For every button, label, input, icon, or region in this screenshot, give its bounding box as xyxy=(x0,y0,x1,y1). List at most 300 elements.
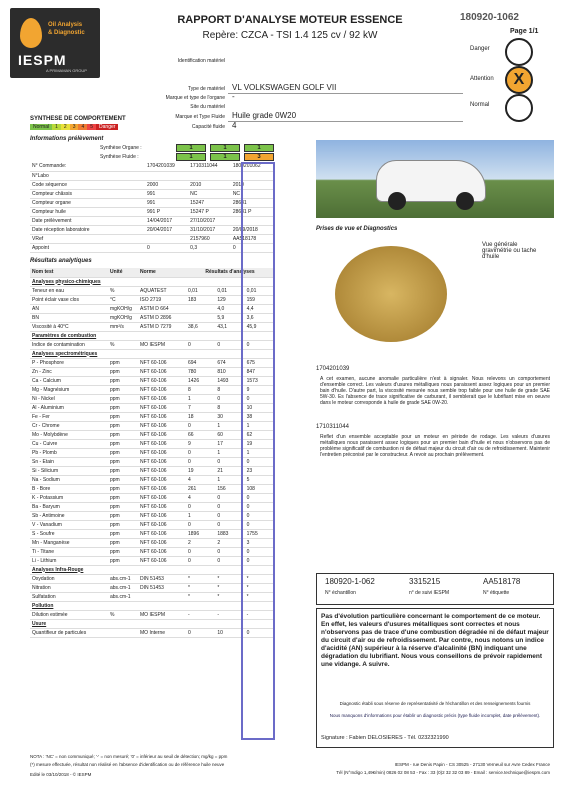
result-3: 1 xyxy=(245,421,274,430)
result-2: 0 xyxy=(215,493,244,502)
test-name: Sn - Etain xyxy=(30,457,108,466)
test-name: S - Soufre xyxy=(30,529,108,538)
result-3: 10 xyxy=(245,403,274,412)
result-3: 3,6 xyxy=(245,313,274,322)
prelevement-label: Date réception laboratoire xyxy=(30,225,145,234)
analysis-group-title: Usure xyxy=(30,619,274,628)
test-name: Li - Lithium xyxy=(30,556,108,565)
test-unit: mm²/s xyxy=(108,322,138,331)
ana-header-row xyxy=(30,268,274,277)
test-name: Al - Aluminium xyxy=(30,403,108,412)
result-1: 0 xyxy=(186,502,215,511)
analysis-group-row xyxy=(30,331,274,340)
result-3: 3 xyxy=(245,538,274,547)
h-res: Résultats d'analyses xyxy=(186,268,274,277)
prelevement-value xyxy=(145,234,188,243)
test-name: Mg - Magnésium xyxy=(30,385,108,394)
test-unit: mgKOH/g xyxy=(108,304,138,313)
attention-indicator: X xyxy=(505,66,533,94)
result-1 xyxy=(186,304,215,313)
analysis-row xyxy=(30,529,274,538)
result-3: 159 xyxy=(245,295,274,304)
result-1: 7 xyxy=(186,403,215,412)
result-2: 8 xyxy=(215,403,244,412)
prelevement-row xyxy=(30,243,274,252)
test-norm: NFT 60-106 xyxy=(138,502,186,511)
test-name: Nitration xyxy=(30,583,108,592)
result-1: - xyxy=(186,610,215,619)
h-unit: Unité xyxy=(108,268,138,277)
analysis-row xyxy=(30,583,274,592)
h-norm: Norme xyxy=(138,268,186,277)
result-1: 1 xyxy=(186,394,215,403)
test-name: Pb - Plomb xyxy=(30,448,108,457)
result-3: 38 xyxy=(245,412,274,421)
result-2: 0 xyxy=(215,547,244,556)
analysis-row xyxy=(30,304,274,313)
result-3: 0 xyxy=(245,340,274,349)
report-subtitle: Repère: CZCA - TSI 1.4 125 cv / 92 kW xyxy=(202,30,378,41)
vehicle-photo xyxy=(316,140,554,218)
normal-indicator xyxy=(505,94,533,122)
analysis-row xyxy=(30,592,274,601)
test-name: BN xyxy=(30,313,108,322)
result-2: 0 xyxy=(215,511,244,520)
normal-label: Normal xyxy=(470,102,490,108)
test-unit: ppm xyxy=(108,448,138,457)
analysis-row xyxy=(30,385,274,394)
result-3: * xyxy=(245,574,274,583)
test-norm: NFT 60-106 xyxy=(138,403,186,412)
analysis-group-title: Pollution xyxy=(30,601,274,610)
iespm-logo xyxy=(10,8,100,78)
result-1: 694 xyxy=(186,358,215,367)
type-value: VL VOLKSWAGEN GOLF VII xyxy=(232,83,337,92)
analysis-group-title: Paramètres de combustion xyxy=(30,331,274,340)
analysis-row xyxy=(30,493,274,502)
diag-id1: 1704201039 xyxy=(316,366,350,372)
analysis-row xyxy=(30,286,274,295)
result-3: 0 xyxy=(245,394,274,403)
scale-normal: Normal xyxy=(30,124,52,130)
results-highlight xyxy=(241,162,275,740)
sample-v1: 180920-1-062 xyxy=(325,577,375,586)
test-norm xyxy=(138,592,186,601)
sf-1: 1 xyxy=(176,153,206,161)
analysis-row xyxy=(30,538,274,547)
test-unit: ppm xyxy=(108,457,138,466)
diag-id2: 1710311044 xyxy=(316,424,349,430)
analysis-group-row xyxy=(30,277,274,286)
test-norm: NFT 60-106 xyxy=(138,466,186,475)
diag-text2: Reflet d'un ensemble acceptable pour un moteur en période de rodage. Les valeurs d'usures métalliques nous paraissent assez logiques pour un premier bain d'huile et nous n'observons pas de problème significatif de combustion ni de défaut majeur du circuit d'air ou de refroidissement. Maintenir l'entretien préconisé par le constructeur. A revoir au prochain prélèvement. xyxy=(320,434,550,458)
result-3: 0 xyxy=(245,502,274,511)
result-2: 5,9 xyxy=(215,313,244,322)
result-3: 0 xyxy=(245,547,274,556)
test-unit: ppm xyxy=(108,466,138,475)
analysis-row xyxy=(30,394,274,403)
so-label: Synthèse Organe : xyxy=(100,145,142,151)
prelevement-value: 0 xyxy=(231,243,274,252)
prelevement-row xyxy=(30,180,274,189)
result-2: 2 xyxy=(215,538,244,547)
test-unit xyxy=(108,628,138,637)
test-norm: NFT 60-106 xyxy=(138,556,186,565)
test-unit: abs.cm-1 xyxy=(108,583,138,592)
result-1: 780 xyxy=(186,367,215,376)
missing-note: Nous manquons d'informations pour établir un diagnostic précis (type fluide incomplet, date prélèvement). xyxy=(329,713,541,718)
logo-tag2: & Diagnostic xyxy=(48,30,85,36)
test-unit: ppm xyxy=(108,493,138,502)
result-3: 0,01 xyxy=(245,286,274,295)
result-2: 0 xyxy=(215,457,244,466)
result-3: 19 xyxy=(245,439,274,448)
page-number: Page 1/1 xyxy=(510,28,539,35)
prelevement-label: Code séquence xyxy=(30,180,145,189)
report-ref: 180920-1062 xyxy=(460,12,519,23)
test-norm: NFT 60-106 xyxy=(138,430,186,439)
test-name: B - Bore xyxy=(30,484,108,493)
test-unit: abs.cm-1 xyxy=(108,574,138,583)
result-3: 675 xyxy=(245,358,274,367)
test-name: Na - Sodium xyxy=(30,475,108,484)
test-norm: NFT 60-106 xyxy=(138,547,186,556)
prelevement-value: 991 P xyxy=(145,207,188,216)
prelevement-value: 1710311044 xyxy=(188,162,231,171)
test-name: Mo - Molybdène xyxy=(30,430,108,439)
wheel-icon xyxy=(456,192,474,210)
prelevement-row xyxy=(30,234,274,243)
sf-2: 1 xyxy=(210,153,240,161)
result-1: 0 xyxy=(186,628,215,637)
test-norm: NFT 60-106 xyxy=(138,367,186,376)
result-1: 0 xyxy=(186,340,215,349)
prelevement-row xyxy=(30,162,274,171)
prelevement-label: Appoint xyxy=(30,243,145,252)
result-2: 1493 xyxy=(215,376,244,385)
prelevement-value: NC xyxy=(231,189,274,198)
prelevement-value: 15247 xyxy=(188,198,231,207)
test-norm: MO IESPM xyxy=(138,610,186,619)
scale-2: 2 xyxy=(61,124,70,130)
test-norm: NFT 60-106 xyxy=(138,358,186,367)
test-name: Cr - Chrome xyxy=(30,421,108,430)
test-norm: NFT 60-106 xyxy=(138,529,186,538)
test-unit: ppm xyxy=(108,403,138,412)
test-norm: NFT 60-106 xyxy=(138,421,186,430)
prelevement-value: 0 xyxy=(145,243,188,252)
fluide-value: Huile grade 0W20 xyxy=(232,111,297,120)
result-2: * xyxy=(215,583,244,592)
test-name: AN xyxy=(30,304,108,313)
result-1: 0 xyxy=(186,448,215,457)
prelevement-value: 14/04/2017 xyxy=(145,216,188,225)
test-norm: ISO 2719 xyxy=(138,295,186,304)
result-2: 30 xyxy=(215,412,244,421)
test-name: V - Vanadium xyxy=(30,520,108,529)
attention-label: Attention xyxy=(470,76,494,82)
h-test: Nom test xyxy=(30,268,108,277)
wheel-icon xyxy=(388,192,406,210)
test-norm: AQUATEST xyxy=(138,286,186,295)
test-name: Sulfatation xyxy=(30,592,108,601)
result-2: 8 xyxy=(215,385,244,394)
analysis-row xyxy=(30,628,274,637)
prelevement-value xyxy=(188,171,231,180)
test-name: Oxydation xyxy=(30,574,108,583)
test-norm: NFT 60-106 xyxy=(138,493,186,502)
result-1: 1896 xyxy=(186,529,215,538)
analysis-row xyxy=(30,367,274,376)
result-1: * xyxy=(186,592,215,601)
test-norm: DIN 51453 xyxy=(138,583,186,592)
test-unit: ppm xyxy=(108,367,138,376)
capacite-value: 4 xyxy=(232,121,237,130)
result-3: 4,4 xyxy=(245,304,274,313)
result-2: 674 xyxy=(215,358,244,367)
prelevement-value: 31/10/2017 xyxy=(188,225,231,234)
prelevement-value: NC xyxy=(188,189,231,198)
result-2: 0 xyxy=(215,340,244,349)
result-1: 0 xyxy=(186,556,215,565)
test-norm: NFT 60-106 xyxy=(138,511,186,520)
test-name: Si - Silicium xyxy=(30,466,108,475)
test-unit: ppm xyxy=(108,412,138,421)
sample-v3: AA518178 xyxy=(483,577,521,586)
footer-note1: NOTA : 'NC' = non communiqué; '-' = non mesuré; '0' = inférieur au seuil de détection; mg/kg = ppm xyxy=(30,754,228,759)
test-name: Sb - Antimoine xyxy=(30,511,108,520)
test-name: Zn - Zinc xyxy=(30,367,108,376)
test-name: Fe - Fer xyxy=(30,412,108,421)
result-3: 108 xyxy=(245,484,274,493)
marque-value: - xyxy=(232,92,235,101)
footer-note2: (*) mesure effectuée, résultat non réalisé en l'absence d'identification ou de référence huile neuve xyxy=(30,762,225,767)
test-norm: NFT 60-106 xyxy=(138,412,186,421)
analyses-table xyxy=(30,268,274,638)
prelevement-value: 991 xyxy=(145,189,188,198)
analysis-group-title: Analyses Infra-Rouge xyxy=(30,565,274,574)
result-3: 0 xyxy=(245,511,274,520)
analysis-row xyxy=(30,511,274,520)
scale-1: 1 xyxy=(52,124,61,130)
test-name: Ca - Calcium xyxy=(30,376,108,385)
test-unit: ppm xyxy=(108,475,138,484)
test-unit: ppm xyxy=(108,376,138,385)
prelevement-row xyxy=(30,198,274,207)
test-norm: NFT 60-106 xyxy=(138,520,186,529)
result-2: 1883 xyxy=(215,529,244,538)
conclusion-box xyxy=(316,608,554,748)
prelevement-value: 28681 P xyxy=(231,207,274,216)
test-unit: ppm xyxy=(108,421,138,430)
diag-note: Diagnostic établi sous réserve de représentativité de l'échantillon et des renseignements fournis xyxy=(339,701,531,706)
test-unit: % xyxy=(108,610,138,619)
analysis-row xyxy=(30,466,274,475)
result-1: 8 xyxy=(186,385,215,394)
sample-box xyxy=(316,573,554,605)
result-3: 1 xyxy=(245,448,274,457)
synth-title: SYNTHESE DE COMPORTEMENT xyxy=(30,116,126,122)
analysis-row xyxy=(30,475,274,484)
analysis-row xyxy=(30,448,274,457)
scale-3: 3 xyxy=(70,124,79,130)
site-label: Site du matériel xyxy=(190,104,225,110)
result-3: * xyxy=(245,583,274,592)
sample-l1: N° échantillon xyxy=(325,590,356,596)
test-unit: ppm xyxy=(108,529,138,538)
prelevement-label: Date prélèvement xyxy=(30,216,145,225)
prelevement-label: Compteur huile xyxy=(30,207,145,216)
test-name: Teneur en eau xyxy=(30,286,108,295)
test-unit: ppm xyxy=(108,358,138,367)
test-unit: ppm xyxy=(108,385,138,394)
result-2: 17 xyxy=(215,439,244,448)
prelevement-row xyxy=(30,171,274,180)
result-3: 62 xyxy=(245,430,274,439)
test-unit: % xyxy=(108,340,138,349)
sample-l2: n° de suivi IESPM xyxy=(409,590,450,596)
test-unit: % xyxy=(108,286,138,295)
analysis-row xyxy=(30,340,274,349)
test-name: Ti - Titane xyxy=(30,547,108,556)
test-norm: NFT 60-106 xyxy=(138,439,186,448)
test-name: Indice de contamination xyxy=(30,340,108,349)
test-name: Viscosité à 40°C xyxy=(30,322,108,331)
test-unit: ppm xyxy=(108,394,138,403)
prelevement-table xyxy=(30,162,274,253)
result-1: 261 xyxy=(186,484,215,493)
prelevement-value: 0,3 xyxy=(188,243,231,252)
test-norm: NFT 60-106 xyxy=(138,376,186,385)
analysis-row xyxy=(30,484,274,493)
so-1: 1 xyxy=(176,144,206,152)
result-3: - xyxy=(245,610,274,619)
analysis-row xyxy=(30,322,274,331)
analysis-row xyxy=(30,547,274,556)
test-unit: ppm xyxy=(108,430,138,439)
result-3: * xyxy=(245,592,274,601)
prelevement-value: 1704201039 xyxy=(145,162,188,171)
sample-v2: 3315215 xyxy=(409,577,441,586)
test-norm: NFT 60-106 xyxy=(138,475,186,484)
result-3: 45,9 xyxy=(245,322,274,331)
result-1: 4 xyxy=(186,493,215,502)
result-3: 1755 xyxy=(245,529,274,538)
test-norm: NFT 60-106 xyxy=(138,394,186,403)
sf-label: Synthèse Fluide : xyxy=(100,154,139,160)
test-name: Cu - Cuivre xyxy=(30,439,108,448)
result-3: 0 xyxy=(245,520,274,529)
result-3: 0 xyxy=(245,493,274,502)
analysis-row xyxy=(30,313,274,322)
test-name: Dilution estimée xyxy=(30,610,108,619)
test-norm: NFT 60-106 xyxy=(138,457,186,466)
test-norm: NFT 60-106 xyxy=(138,538,186,547)
analysis-row xyxy=(30,520,274,529)
result-2: 810 xyxy=(215,367,244,376)
result-3: 5 xyxy=(245,475,274,484)
prelevement-label: N°Labo xyxy=(30,171,145,180)
oil-drop-icon xyxy=(20,18,42,48)
test-unit: mgKOH/g xyxy=(108,313,138,322)
result-2: 10 xyxy=(215,628,244,637)
result-2: 21 xyxy=(215,466,244,475)
prelevement-label: N° Commande: xyxy=(30,162,145,171)
result-1: 19 xyxy=(186,466,215,475)
test-name: Quantifieur de particules xyxy=(30,628,108,637)
result-1: 4 xyxy=(186,475,215,484)
analysis-row xyxy=(30,403,274,412)
analysis-row xyxy=(30,412,274,421)
result-2: 0 xyxy=(215,520,244,529)
danger-indicator xyxy=(505,38,533,66)
logo-group: A PRIMAMAN GROUP xyxy=(46,68,87,73)
footer-address: IESPM - rue Denis Papin - CS 30525 - 27130 Verneuil sur Avre Cedex France xyxy=(394,762,550,767)
result-2: 43,1 xyxy=(215,322,244,331)
logo-tag1: Oil Analysis xyxy=(48,22,83,28)
result-1: 1426 xyxy=(186,376,215,385)
prelevement-value: 2000 xyxy=(145,180,188,189)
analysis-row xyxy=(30,430,274,439)
analysis-row xyxy=(30,502,274,511)
prelevement-label: VRef xyxy=(30,234,145,243)
result-1: 0 xyxy=(186,547,215,556)
test-unit: ppm xyxy=(108,502,138,511)
result-2: * xyxy=(215,574,244,583)
analysis-group-title: Analyses physico-chimiques xyxy=(30,277,274,286)
result-3: 0 xyxy=(245,457,274,466)
test-name: K - Potassium xyxy=(30,493,108,502)
analysis-group-row xyxy=(30,349,274,358)
so-2: 1 xyxy=(210,144,240,152)
test-unit: °C xyxy=(108,295,138,304)
scale-4: 4 xyxy=(78,124,87,130)
result-2: 1 xyxy=(215,475,244,484)
test-name: Ni - Nickel xyxy=(30,394,108,403)
analysis-group-title: Analyses spectrométriques xyxy=(30,349,274,358)
analysis-row xyxy=(30,295,274,304)
result-2: 1 xyxy=(215,448,244,457)
test-name: Mn - Manganèse xyxy=(30,538,108,547)
prelevement-value: 2010 xyxy=(188,180,231,189)
result-1: 38,6 xyxy=(186,322,215,331)
prelevement-value: 991 xyxy=(145,198,188,207)
prelevement-row xyxy=(30,216,274,225)
analysis-row xyxy=(30,610,274,619)
report-title: RAPPORT D'ANALYSE MOTEUR ESSENCE xyxy=(177,14,403,26)
result-2: * xyxy=(215,592,244,601)
synth-scale xyxy=(30,124,118,130)
footer-edit: Edité le 03/10/2018 - © IESPM xyxy=(30,772,92,777)
prelevement-label: Compteur organe xyxy=(30,198,145,207)
prelevement-value xyxy=(145,171,188,180)
test-norm: MO Interne xyxy=(138,628,186,637)
test-unit: ppm xyxy=(108,556,138,565)
result-3: 0 xyxy=(245,628,274,637)
analysis-row xyxy=(30,556,274,565)
result-1: * xyxy=(186,583,215,592)
scale-danger: Danger xyxy=(96,124,118,130)
test-unit: abs.cm-1 xyxy=(108,592,138,601)
prelevement-value: 2157960 xyxy=(188,234,231,243)
prelevement-value: 15247 P xyxy=(188,207,231,216)
result-2: 129 xyxy=(215,295,244,304)
footer-contact: Tél (N°Indigo 1,49€/min) 0826 02 08 53 - Fax : 33 (0)2 32 32 03 89 - Email : service.technique@iespm.com xyxy=(336,770,550,775)
test-unit: ppm xyxy=(108,484,138,493)
scale-5: 5 xyxy=(87,124,96,130)
result-1: 0 xyxy=(186,520,215,529)
test-unit: ppm xyxy=(108,520,138,529)
